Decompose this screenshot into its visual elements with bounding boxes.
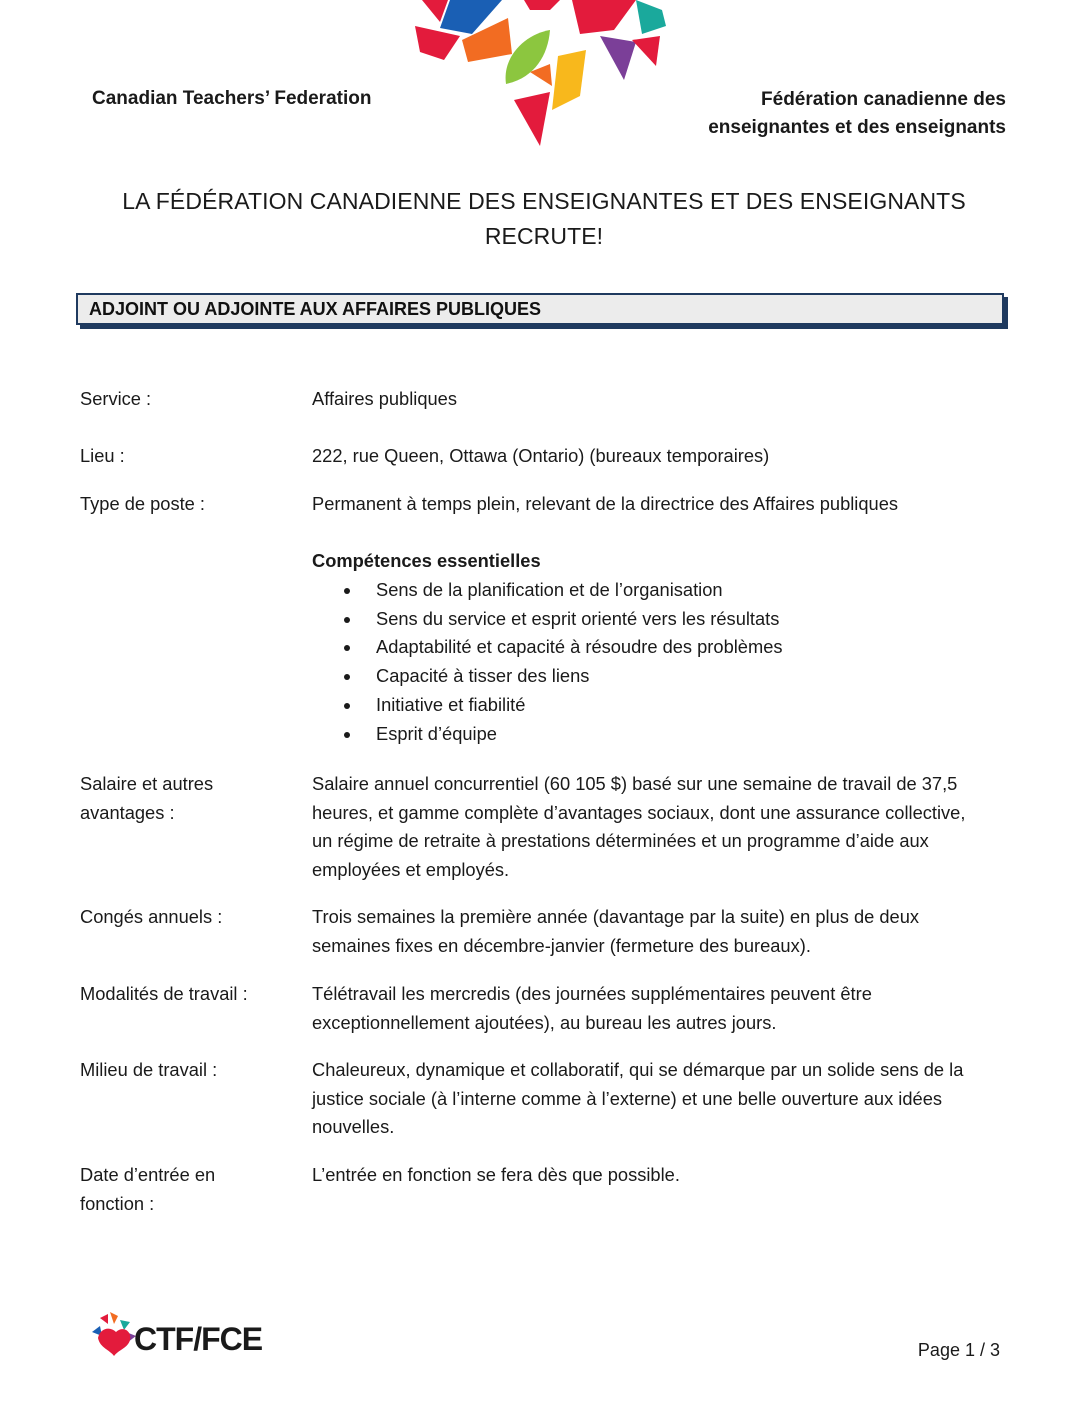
- field-value: Affaires publiques: [312, 388, 457, 409]
- page-number: Page 1 / 3: [917, 1340, 1000, 1360]
- org-name-french: [626, 86, 1006, 142]
- field-value: L’entrée en fonction se fera dès que possible.: [312, 1164, 680, 1185]
- field-value: Télétravail les mercredis (des journées supplémentaires peuvent être exceptionnellement ajoutées), au bureau les autres jours.: [312, 983, 872, 1033]
- field-label: Salaire et autres avantages :: [80, 773, 214, 823]
- list-item: Sens du service et esprit orienté vers les résultats: [312, 605, 783, 634]
- logo-text: CTF/FCE: [134, 1321, 263, 1357]
- logo-shape: [98, 1329, 130, 1356]
- field-label: Modalités de travail :: [80, 983, 248, 1004]
- field-value: 222, rue Queen, Ottawa (Ontario) (bureaux temporaires): [312, 445, 770, 466]
- org-fr-line-1: Fédération canadienne des: [761, 89, 1006, 110]
- list-item: Initiative et fiabilité: [312, 691, 783, 720]
- page-title: [60, 184, 1028, 254]
- field-label: Type de poste :: [80, 493, 206, 514]
- bullet-icon: [344, 588, 350, 594]
- title-line-2: RECRUTE!: [484, 223, 604, 249]
- field-label: Service :: [80, 388, 152, 409]
- field-value: Permanent à temps plein, relevant de la directrice des Affaires publiques: [312, 493, 899, 514]
- logo-shape: [100, 1314, 108, 1324]
- bullet-icon: [344, 703, 350, 709]
- logo-shape: [120, 1320, 130, 1330]
- list-item: Esprit d’équipe: [312, 720, 783, 749]
- field-value: Salaire annuel concurrentiel (60 105 $) basé sur une semaine de travail de 37,5 heures, et gamme complète d’avantages sociaux, dont une assurance collective, un régime de retraite à prestations déterminées et un programme d’aide aux employées et employés.: [312, 773, 966, 880]
- job-title-box: [76, 293, 1004, 325]
- competences-list: [312, 576, 783, 749]
- competences-title: Compétences essentielles: [312, 550, 541, 571]
- field-value: Chaleureux, dynamique et collaboratif, qui se démarque par un solide sens de la justice sociale (à l’interne comme à l’externe) et une belle ouverture aux idées nouvelles.: [312, 1059, 964, 1137]
- field-label: Date d’entrée en fonction :: [80, 1164, 216, 1214]
- competences-section: [312, 547, 783, 749]
- field-label: Congés annuels :: [80, 906, 223, 927]
- logo-shape: [110, 1312, 118, 1324]
- field-value: Trois semaines la première année (davantage par la suite) en plus de deux semaines fixes en décembre-janvier (fermeture des bureaux).: [312, 906, 920, 956]
- bullet-icon: [344, 674, 350, 680]
- bullet-icon: [344, 732, 350, 738]
- list-item: Capacité à tisser des liens: [312, 662, 783, 691]
- list-item: Adaptabilité et capacité à résoudre des problèmes: [312, 633, 783, 662]
- bullet-icon: [344, 617, 350, 623]
- field-label: Milieu de travail :: [80, 1059, 218, 1080]
- job-title: ADJOINT OU ADJOINTE AUX AFFAIRES PUBLIQUES: [89, 299, 542, 319]
- org-name-english: Canadian Teachers’ Federation: [92, 88, 372, 109]
- ctf-fce-logo: [86, 1310, 286, 1358]
- title-line-1: LA FÉDÉRATION CANADIENNE DES ENSEIGNANTES ET DES ENSEIGNANTS: [122, 188, 966, 214]
- bullet-icon: [344, 645, 350, 651]
- field-label: Lieu :: [80, 445, 125, 466]
- org-fr-line-2: enseignantes et des enseignants: [708, 117, 1006, 138]
- list-item: Sens de la planification et de l’organisation: [312, 576, 783, 605]
